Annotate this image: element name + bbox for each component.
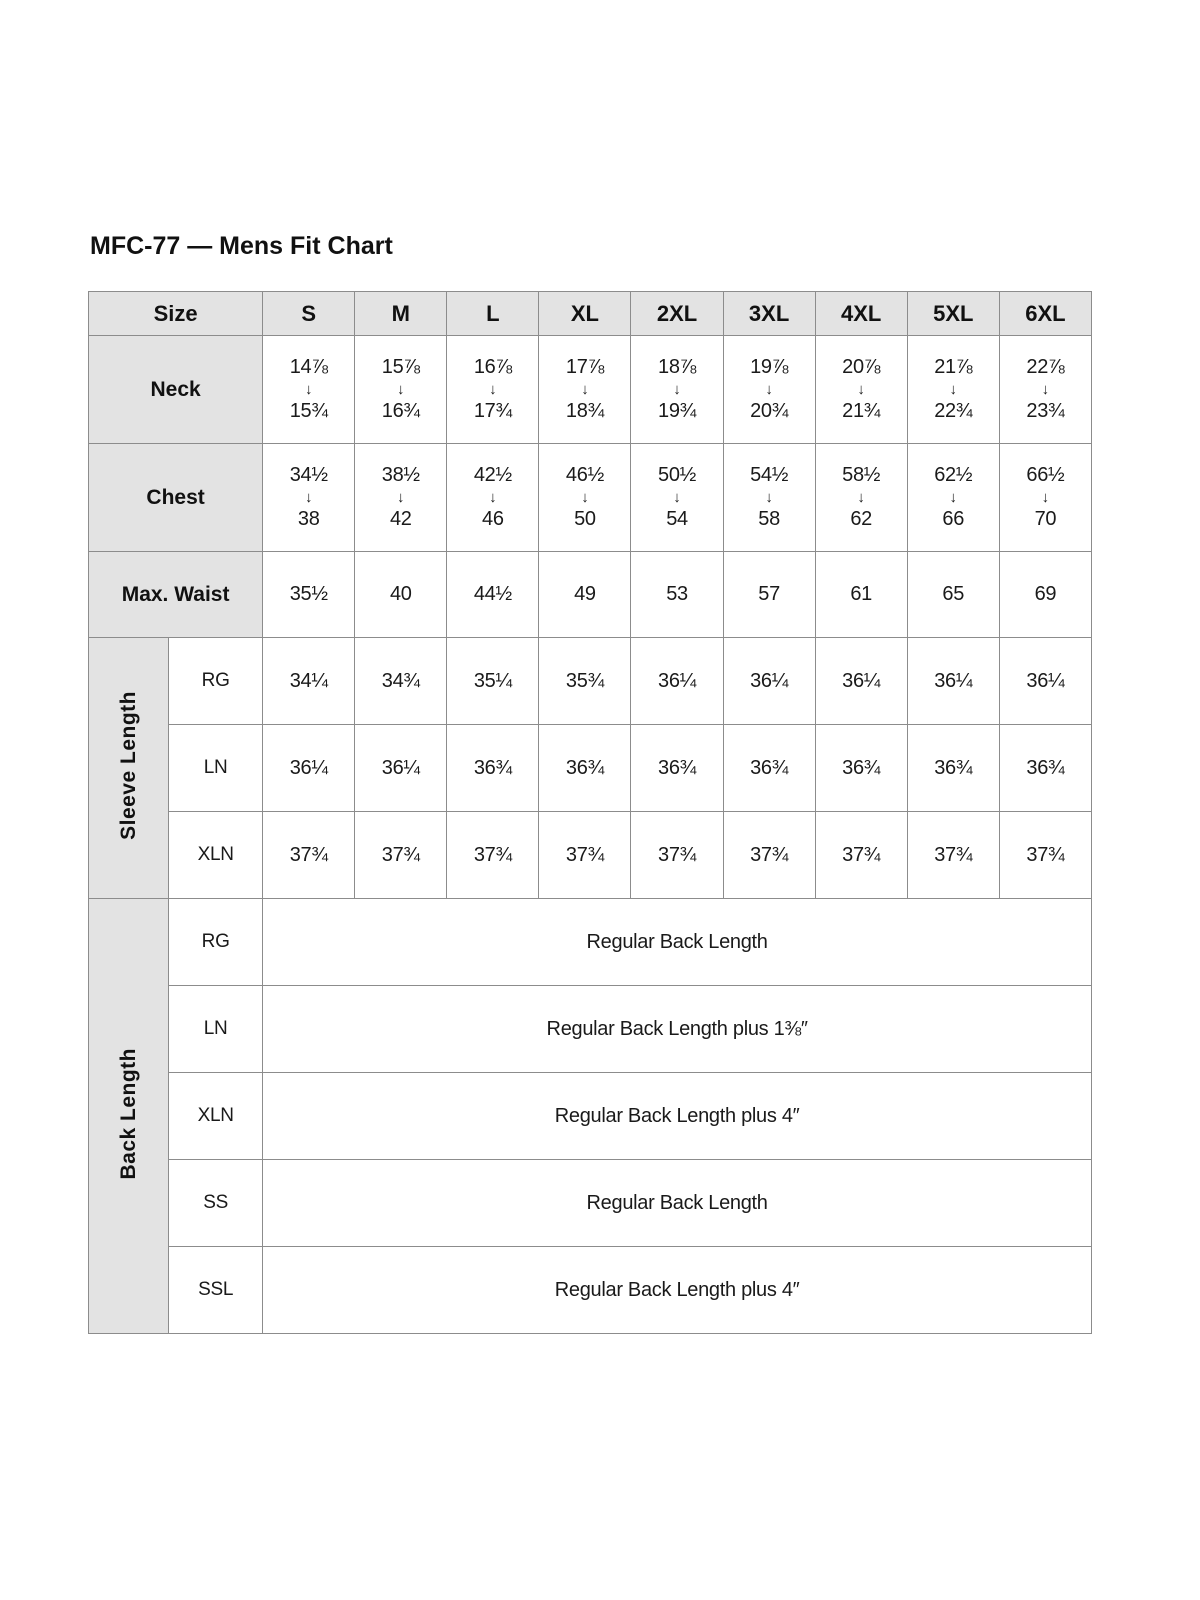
chest-cell xyxy=(539,444,631,552)
chest-row-label: Chest xyxy=(89,444,263,552)
col-header-s: S xyxy=(263,292,355,336)
back-code-cell: RG xyxy=(169,899,263,986)
range-from: 21⅞ xyxy=(934,355,973,378)
sleeve-cell: 37¾ xyxy=(723,812,815,899)
range-to: 42 xyxy=(389,508,412,531)
range-from: 38½ xyxy=(381,463,420,486)
down-arrow-icon: ↓ xyxy=(489,488,497,506)
down-arrow-icon: ↓ xyxy=(857,488,865,506)
range-from: 42½ xyxy=(473,463,512,486)
range-to: 20¾ xyxy=(750,400,789,423)
neck-row xyxy=(89,336,1092,444)
range-from: 50½ xyxy=(658,463,697,486)
back-length-section-label xyxy=(89,899,169,1334)
down-arrow-icon: ↓ xyxy=(581,380,589,398)
back-length-text-cell: Regular Back Length plus 1⅜″ xyxy=(263,986,1092,1073)
fit-chart-table xyxy=(88,291,1092,1334)
max-waist-row xyxy=(89,552,1092,638)
chest-cell xyxy=(999,444,1091,552)
neck-cell xyxy=(815,336,907,444)
back-code-cell: XLN xyxy=(169,1073,263,1160)
sleeve-code-cell: XLN xyxy=(169,812,263,899)
range-to: 19¾ xyxy=(658,400,697,423)
sleeve-cell: 35¼ xyxy=(447,638,539,725)
range-to: 38 xyxy=(297,508,320,531)
range-from: 54½ xyxy=(750,463,789,486)
sleeve-cell: 36¼ xyxy=(355,725,447,812)
col-header-l: L xyxy=(447,292,539,336)
back-ss-row xyxy=(89,1160,1092,1247)
size-header-cell: Size xyxy=(89,292,263,336)
range-to: 66 xyxy=(942,508,965,531)
sleeve-cell: 37¾ xyxy=(907,812,999,899)
page-title: MFC-77 — Mens Fit Chart xyxy=(90,232,393,260)
waist-cell: 57 xyxy=(723,552,815,638)
waist-cell: 35½ xyxy=(263,552,355,638)
table-header-row xyxy=(89,292,1092,336)
down-arrow-icon: ↓ xyxy=(397,488,405,506)
sleeve-length-label-text: Sleeve Length xyxy=(116,691,140,840)
back-code-cell: SSL xyxy=(169,1247,263,1334)
chest-cell xyxy=(631,444,723,552)
back-length-text-cell: Regular Back Length xyxy=(263,1160,1092,1247)
max-waist-row-label: Max. Waist xyxy=(89,552,263,638)
range-from: 58½ xyxy=(842,463,881,486)
sleeve-code-cell: RG xyxy=(169,638,263,725)
col-header-3xl: 3XL xyxy=(723,292,815,336)
down-arrow-icon: ↓ xyxy=(765,380,773,398)
back-code-cell: SS xyxy=(169,1160,263,1247)
waist-cell: 44½ xyxy=(447,552,539,638)
col-header-5xl: 5XL xyxy=(907,292,999,336)
back-length-label-text: Back Length xyxy=(116,1047,140,1180)
down-arrow-icon: ↓ xyxy=(857,380,865,398)
range-to: 21¾ xyxy=(842,400,881,423)
sleeve-cell: 36¾ xyxy=(815,725,907,812)
back-code-cell: LN xyxy=(169,986,263,1073)
waist-cell: 69 xyxy=(999,552,1091,638)
range-from: 15⅞ xyxy=(381,355,420,378)
down-arrow-icon: ↓ xyxy=(1041,488,1050,506)
range-to: 62 xyxy=(850,508,872,531)
sleeve-cell: 36¾ xyxy=(539,725,631,812)
sleeve-cell: 36¼ xyxy=(263,725,355,812)
sleeve-cell: 37¾ xyxy=(263,812,355,899)
sleeve-cell: 36¼ xyxy=(723,638,815,725)
neck-row-label: Neck xyxy=(89,336,263,444)
neck-cell xyxy=(631,336,723,444)
neck-cell xyxy=(999,336,1091,444)
sleeve-length-section-label xyxy=(89,638,169,899)
sleeve-code-cell: LN xyxy=(169,725,263,812)
down-arrow-icon: ↓ xyxy=(581,488,589,506)
waist-cell: 49 xyxy=(539,552,631,638)
sleeve-cell: 37¾ xyxy=(631,812,723,899)
sleeve-cell: 36¾ xyxy=(907,725,999,812)
range-from: 17⅞ xyxy=(565,355,604,378)
sleeve-cell: 37¾ xyxy=(355,812,447,899)
sleeve-xln-row xyxy=(89,812,1092,899)
sleeve-cell: 36¼ xyxy=(907,638,999,725)
chest-cell xyxy=(263,444,355,552)
col-header-2xl: 2XL xyxy=(631,292,723,336)
waist-cell: 61 xyxy=(815,552,907,638)
range-from: 20⅞ xyxy=(842,355,881,378)
down-arrow-icon: ↓ xyxy=(304,380,313,398)
range-to: 23¾ xyxy=(1026,400,1065,423)
range-from: 16⅞ xyxy=(473,355,512,378)
chest-row xyxy=(89,444,1092,552)
chest-cell xyxy=(723,444,815,552)
neck-cell xyxy=(355,336,447,444)
range-from: 19⅞ xyxy=(750,355,789,378)
back-ssl-row xyxy=(89,1247,1092,1334)
waist-cell: 40 xyxy=(355,552,447,638)
down-arrow-icon: ↓ xyxy=(304,488,313,506)
col-header-4xl: 4XL xyxy=(815,292,907,336)
sleeve-rg-row xyxy=(89,638,1092,725)
sleeve-cell: 37¾ xyxy=(999,812,1091,899)
chest-cell xyxy=(815,444,907,552)
sleeve-cell: 34¼ xyxy=(263,638,355,725)
sleeve-cell: 36¾ xyxy=(999,725,1091,812)
range-from: 14⅞ xyxy=(289,355,328,378)
range-to: 70 xyxy=(1034,508,1057,531)
range-to: 22¾ xyxy=(934,400,973,423)
range-to: 17¾ xyxy=(473,400,512,423)
back-xln-row xyxy=(89,1073,1092,1160)
sleeve-cell: 37¾ xyxy=(447,812,539,899)
sleeve-cell: 36¾ xyxy=(447,725,539,812)
col-header-m: M xyxy=(355,292,447,336)
down-arrow-icon: ↓ xyxy=(949,488,957,506)
down-arrow-icon: ↓ xyxy=(1041,380,1050,398)
down-arrow-icon: ↓ xyxy=(765,488,773,506)
range-to: 15¾ xyxy=(289,400,328,423)
chest-cell xyxy=(355,444,447,552)
range-to: 18¾ xyxy=(565,400,604,423)
back-length-text-cell: Regular Back Length plus 4″ xyxy=(263,1073,1092,1160)
range-from: 66½ xyxy=(1026,463,1065,486)
col-header-xl: XL xyxy=(539,292,631,336)
down-arrow-icon: ↓ xyxy=(673,488,681,506)
sleeve-cell: 37¾ xyxy=(815,812,907,899)
back-length-text-cell: Regular Back Length xyxy=(263,899,1092,986)
neck-cell xyxy=(539,336,631,444)
col-header-6xl: 6XL xyxy=(999,292,1091,336)
range-from: 46½ xyxy=(565,463,604,486)
sleeve-ln-row xyxy=(89,725,1092,812)
back-rg-row xyxy=(89,899,1092,986)
down-arrow-icon: ↓ xyxy=(489,380,497,398)
sleeve-cell: 36¾ xyxy=(631,725,723,812)
neck-cell xyxy=(723,336,815,444)
sleeve-cell: 37¾ xyxy=(539,812,631,899)
chest-cell xyxy=(907,444,999,552)
range-from: 34½ xyxy=(289,463,328,486)
range-to: 58 xyxy=(758,508,780,531)
range-to: 46 xyxy=(482,508,504,531)
neck-cell xyxy=(263,336,355,444)
sleeve-cell: 36¼ xyxy=(815,638,907,725)
waist-cell: 65 xyxy=(907,552,999,638)
range-to: 54 xyxy=(666,508,688,531)
waist-cell: 53 xyxy=(631,552,723,638)
back-length-text-cell: Regular Back Length plus 4″ xyxy=(263,1247,1092,1334)
sleeve-cell: 36¾ xyxy=(723,725,815,812)
down-arrow-icon: ↓ xyxy=(949,380,957,398)
back-ln-row xyxy=(89,986,1092,1073)
neck-cell xyxy=(907,336,999,444)
down-arrow-icon: ↓ xyxy=(673,380,681,398)
range-from: 18⅞ xyxy=(658,355,697,378)
range-from: 62½ xyxy=(934,463,973,486)
range-to: 16¾ xyxy=(381,400,420,423)
sleeve-cell: 35¾ xyxy=(539,638,631,725)
sleeve-cell: 36¼ xyxy=(999,638,1091,725)
sleeve-cell: 36¼ xyxy=(631,638,723,725)
range-to: 50 xyxy=(574,508,596,531)
chest-cell xyxy=(447,444,539,552)
neck-cell xyxy=(447,336,539,444)
sleeve-cell: 34¾ xyxy=(355,638,447,725)
down-arrow-icon: ↓ xyxy=(397,380,405,398)
range-from: 22⅞ xyxy=(1026,355,1065,378)
